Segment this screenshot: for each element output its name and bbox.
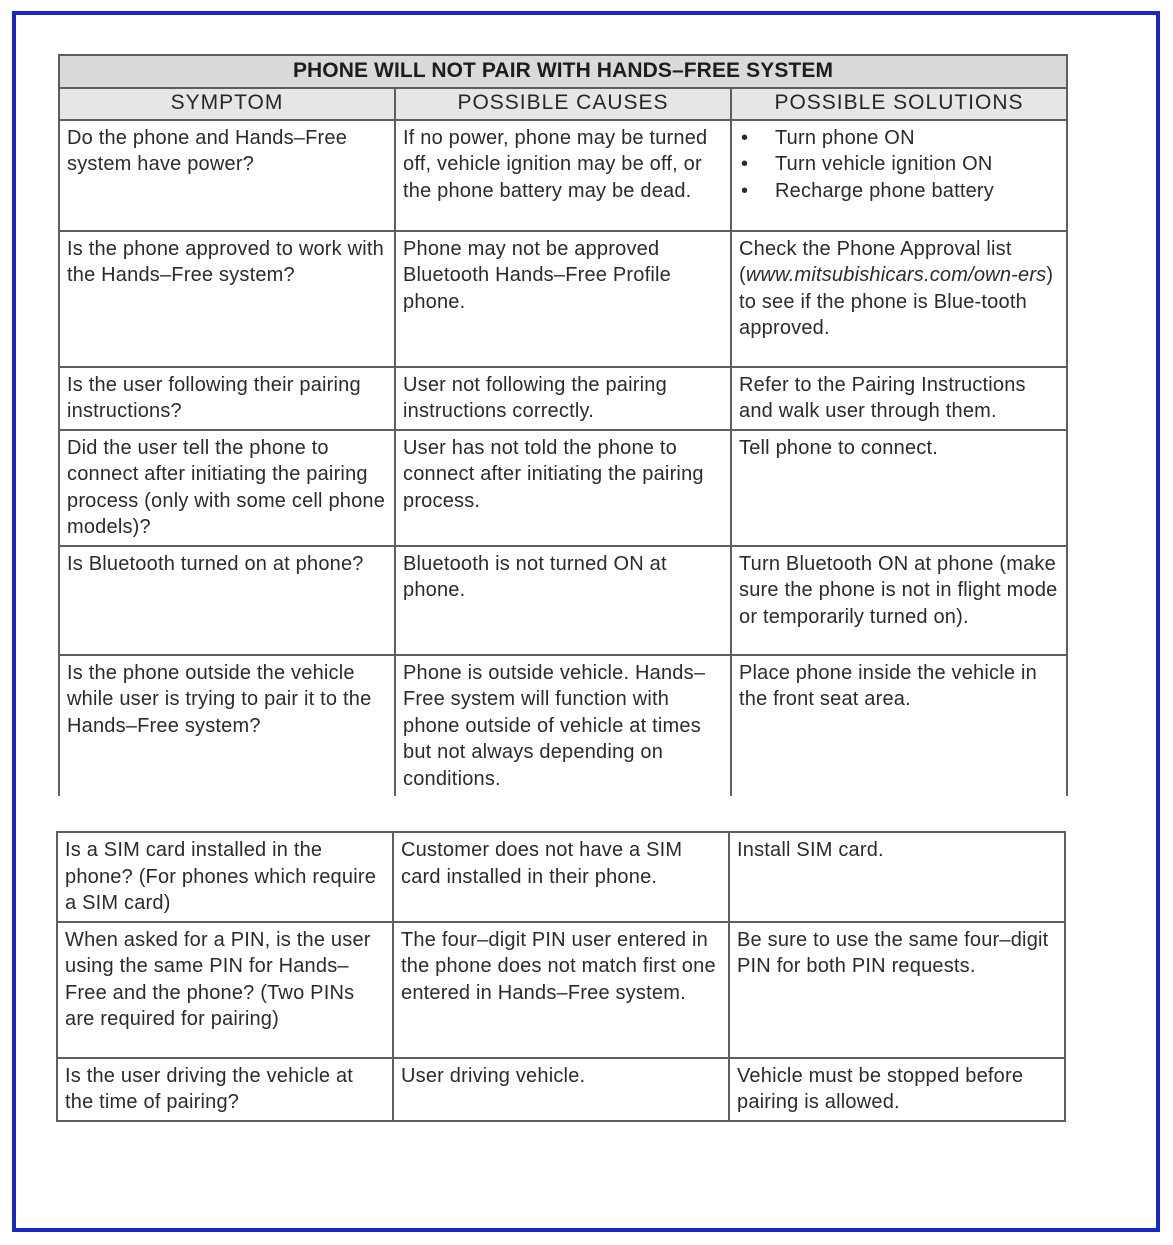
table-row — [57, 1058, 1065, 1121]
bullet-text: Recharge phone battery — [775, 179, 994, 202]
bullet-text: Turn vehicle ignition ON — [775, 153, 993, 175]
cause-cell: User not following the pairing instructions correctly. — [395, 367, 731, 430]
solution-cell: Turn Bluetooth ON at phone (make sure the phone is not in flight mode or temporarily turned on). — [731, 546, 1067, 655]
table-row — [57, 922, 1065, 1058]
header-possible-causes: POSSIBLE CAUSES — [395, 88, 731, 120]
cause-cell: Bluetooth is not turned ON at phone. — [395, 546, 731, 655]
title-row — [59, 55, 1067, 88]
symptom-cell: Did the user tell the phone to connect after initiating the pairing process (only with some cell phone models)? — [59, 430, 395, 546]
symptom-cell: Is a SIM card installed in the phone? (For phones which require a SIM card) — [57, 832, 393, 922]
solution-cell: Refer to the Pairing Instructions and walk user through them. — [731, 367, 1067, 430]
cause-cell: Customer does not have a SIM card installed in their phone. — [393, 832, 729, 922]
solution-text: ) to see if the phone is Blue-tooth approved. — [739, 264, 1054, 339]
cause-cell: If no power, phone may be turned off, vehicle ignition may be off, or the phone battery may be dead. — [395, 120, 731, 231]
symptom-cell: Is the phone outside the vehicle while user is trying to pair it to the Hands–Free system? — [59, 655, 395, 797]
cause-cell: User driving vehicle. — [393, 1058, 729, 1121]
solution-cell: Vehicle must be stopped before pairing is allowed. — [729, 1058, 1065, 1121]
bullet-text: Turn phone ON — [775, 126, 915, 149]
symptom-cell: Is the user driving the vehicle at the time of pairing? — [57, 1058, 393, 1121]
cause-cell: User has not told the phone to connect after initiating the pairing process. — [395, 430, 731, 546]
symptom-cell: When asked for a PIN, is the user using the same PIN for Hands–Free and the phone? (Two PINs are required for pairing) — [57, 922, 393, 1058]
header-symptom: SYMPTOM — [59, 88, 395, 120]
solution-cell: Tell phone to connect. — [731, 430, 1067, 546]
table-row — [59, 655, 1067, 797]
list-item — [739, 151, 1059, 178]
bullet-icon: • — [741, 153, 749, 175]
table-row — [59, 546, 1067, 655]
table-row — [57, 832, 1065, 922]
solution-text: Check the Phone Approval list ( — [739, 237, 1012, 286]
symptom-cell: Do the phone and Hands–Free system have power? — [59, 120, 395, 231]
troubleshooting-table — [58, 54, 1068, 796]
bullet-icon: • — [741, 126, 749, 149]
symptom-cell: Is the user following their pairing instructions? — [59, 367, 395, 430]
bullet-icon: • — [741, 179, 749, 202]
troubleshooting-table-continued — [56, 831, 1066, 1122]
list-item — [739, 125, 1059, 152]
solution-cell: Place phone inside the vehicle in the front seat area. — [731, 655, 1067, 797]
list-item — [739, 178, 1059, 205]
symptom-cell: Is Bluetooth turned on at phone? — [59, 546, 395, 655]
approval-list-url[interactable]: www.mitsubishicars.com/own-ers — [745, 264, 1047, 286]
table-row — [59, 120, 1067, 231]
symptom-cell: Is the phone approved to work with the Hands–Free system? — [59, 231, 395, 367]
solution-cell — [731, 120, 1067, 231]
table-row — [59, 367, 1067, 430]
table-row — [59, 231, 1067, 367]
table-row — [59, 430, 1067, 546]
header-possible-solutions: POSSIBLE SOLUTIONS — [731, 88, 1067, 120]
cause-cell: The four–digit PIN user entered in the phone does not match first one entered in Hands–Free system. — [393, 922, 729, 1058]
header-row — [59, 88, 1067, 120]
solution-cell — [731, 231, 1067, 367]
table-title: PHONE WILL NOT PAIR WITH HANDS–FREE SYSTEM — [59, 55, 1067, 88]
solution-cell: Be sure to use the same four–digit PIN for both PIN requests. — [729, 922, 1065, 1058]
cause-cell: Phone is outside vehicle. Hands–Free system will function with phone outside of vehicle at times but not always depending on conditions. — [395, 655, 731, 797]
cause-cell: Phone may not be approved Bluetooth Hands–Free Profile phone. — [395, 231, 731, 367]
solution-cell: Install SIM card. — [729, 832, 1065, 922]
solution-bullet-list — [739, 125, 1059, 205]
